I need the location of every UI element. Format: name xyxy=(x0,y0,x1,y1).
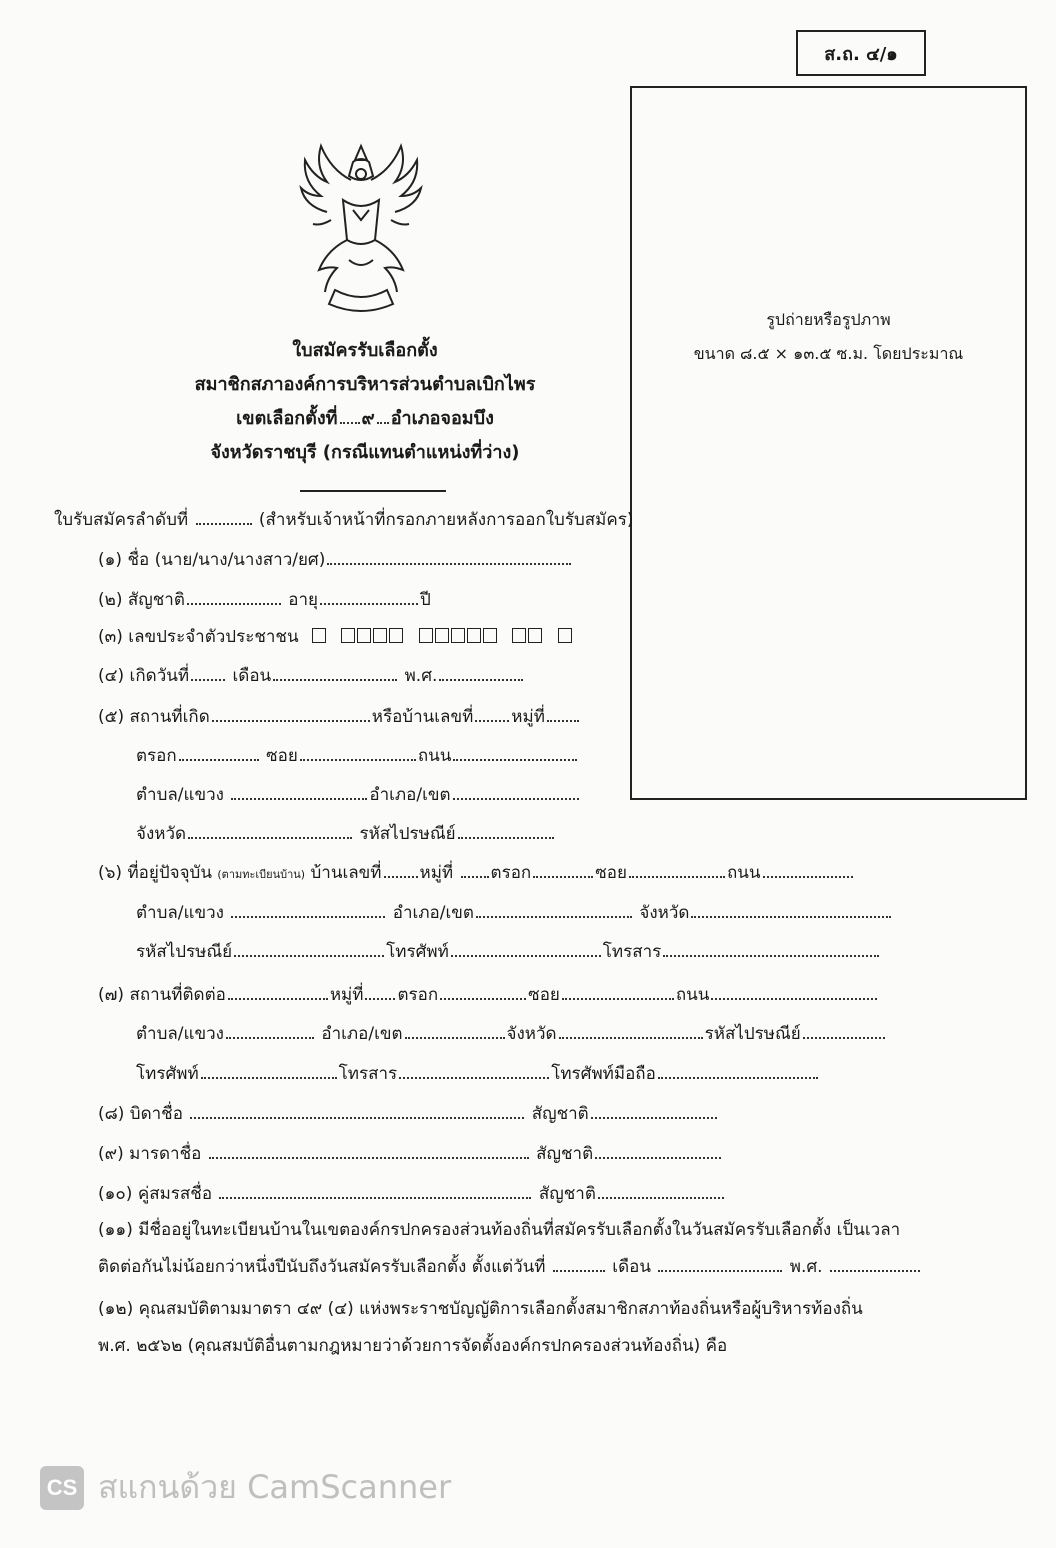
house-no-field[interactable] xyxy=(475,719,509,722)
mother-nationality-label: สัญชาติ xyxy=(536,1144,594,1164)
fax-field[interactable] xyxy=(399,1076,549,1079)
title-district: อำเภอจอมบึง xyxy=(390,408,494,429)
order-field[interactable] xyxy=(196,522,252,525)
mother-name-label: มารดาชื่อ xyxy=(129,1144,202,1164)
tambon-label: ตำบล/แขวง xyxy=(136,1024,224,1044)
field-6-row-3 xyxy=(136,938,881,965)
field-12-row xyxy=(98,1295,863,1322)
qualification-text: คุณสมบัติตามมาตรา ๔๙ (๔) แห่งพระราชบัญญัติการเลือกตั้งสมาชิกสภาท้องถิ่นหรือผู้บริหารท้องถิ่น xyxy=(138,1299,863,1319)
residency-month-label: เดือน xyxy=(612,1257,651,1277)
field-5-row-4 xyxy=(136,820,556,847)
field-number: (๑๐) xyxy=(98,1184,133,1204)
field-3-row xyxy=(98,623,574,650)
camscanner-logo-icon: CS xyxy=(40,1466,84,1510)
name-label: ชื่อ (นาย/นาง/นางสาว/ยศ) xyxy=(127,550,326,570)
title-constituency-number: ๙ xyxy=(361,408,375,429)
birth-year-field[interactable] xyxy=(439,678,523,681)
fax-label: โทรสาร xyxy=(602,942,662,962)
mobile-field[interactable] xyxy=(658,1076,818,1079)
soi-field[interactable] xyxy=(300,758,416,761)
field-number: (๗) xyxy=(98,985,125,1005)
tambon-field[interactable] xyxy=(231,797,367,800)
spouse-name-field[interactable] xyxy=(219,1196,531,1199)
title-line4: จังหวัดราชบุรี (กรณีแทนตำแหน่งที่ว่าง) xyxy=(210,442,520,463)
nationality-field[interactable] xyxy=(187,602,281,605)
watermark-text: สแกนด้วย CamScanner xyxy=(98,1468,452,1506)
postcode-field[interactable] xyxy=(458,836,554,839)
fax-label: โทรสาร xyxy=(338,1064,398,1084)
current-address-note: (ตามทะเบียนบ้าน) xyxy=(217,868,306,881)
postcode-field[interactable] xyxy=(803,1036,885,1039)
id-digit-group-2[interactable] xyxy=(341,627,405,647)
father-nationality-field[interactable] xyxy=(591,1116,717,1119)
moo-field[interactable] xyxy=(461,875,489,878)
field-number: (๔) xyxy=(98,666,125,686)
field-number: (๙) xyxy=(98,1144,124,1164)
amphoe-field[interactable] xyxy=(405,1036,505,1039)
field-number: (๑๒) xyxy=(98,1299,134,1319)
field-6-row-2 xyxy=(136,899,893,926)
photo-placeholder-box xyxy=(630,86,1027,800)
phone-field[interactable] xyxy=(201,1076,337,1079)
mother-nationality-field[interactable] xyxy=(595,1156,721,1159)
field-7-row xyxy=(98,981,879,1008)
trok-field[interactable] xyxy=(440,997,526,1000)
photo-label: รูปถ่ายหรือรูปภาพ xyxy=(766,310,891,329)
father-nationality-label: สัญชาติ xyxy=(531,1104,589,1124)
field-2-row xyxy=(98,586,431,613)
contact-address-field[interactable] xyxy=(228,997,328,1000)
father-name-field[interactable] xyxy=(190,1116,524,1119)
province-field[interactable] xyxy=(559,1036,703,1039)
province-label: จังหวัด xyxy=(639,903,690,923)
soi-field[interactable] xyxy=(562,997,674,1000)
soi-field[interactable] xyxy=(629,875,725,878)
phone-field[interactable] xyxy=(451,954,601,957)
spouse-nationality-field[interactable] xyxy=(598,1196,724,1199)
road-field[interactable] xyxy=(763,875,853,878)
house-no-label: หรือบ้านเลขที่ xyxy=(371,707,474,727)
field-11-row-2 xyxy=(98,1253,922,1280)
id-card-label: เลขประจำตัวประชาชน xyxy=(128,627,299,647)
postcode-label: รหัสไปรษณีย์ xyxy=(704,1024,801,1044)
moo-label: หมู่ที่ xyxy=(329,985,364,1005)
road-field[interactable] xyxy=(711,997,877,1000)
title-line1: ใบสมัครรับเลือกตั้ง xyxy=(292,340,438,361)
id-digit-group-5[interactable] xyxy=(558,627,574,647)
trok-field[interactable] xyxy=(179,758,259,761)
trok-label: ตรอก xyxy=(136,746,177,766)
birth-month-label: เดือน xyxy=(232,666,272,686)
postcode-label: รหัสไปรษณีย์ xyxy=(136,942,233,962)
order-label: ใบรับสมัครลำดับที่ xyxy=(54,510,189,530)
amphoe-label: อำเภอ/เขต xyxy=(369,785,451,805)
field-12-row-2 xyxy=(98,1332,727,1359)
id-digit-group-4[interactable] xyxy=(512,627,544,647)
trok-label: ตรอก xyxy=(490,863,532,883)
field-number: (๓) xyxy=(98,627,123,647)
title-divider xyxy=(300,490,446,492)
road-label: ถนน xyxy=(726,863,761,883)
garuda-emblem-icon xyxy=(295,140,427,320)
year-label: ปี xyxy=(420,590,431,610)
mobile-label: โทรศัพท์มือถือ xyxy=(551,1064,656,1084)
qualification-text-2: พ.ศ. ๒๕๖๒ (คุณสมบัติอื่นตามกฎหมายว่าด้วยการจัดตั้งองค์กรปกครองส่วนท้องถิ่น) คือ xyxy=(98,1336,728,1356)
spouse-nationality-label: สัญชาติ xyxy=(538,1184,596,1204)
phone-label: โทรศัพท์ xyxy=(386,942,449,962)
field-number: (๕) xyxy=(98,707,125,727)
moo-field[interactable] xyxy=(365,997,395,1000)
birthplace-field[interactable] xyxy=(212,719,370,722)
amphoe-field[interactable] xyxy=(476,915,632,918)
field-5-row-3 xyxy=(136,781,581,808)
father-name-label: บิดาชื่อ xyxy=(129,1104,183,1124)
soi-label: ซอย xyxy=(266,746,298,766)
field-number: (๖) xyxy=(98,863,123,883)
birth-year-label: พ.ศ. xyxy=(404,666,438,686)
phone-label: โทรศัพท์ xyxy=(136,1064,199,1084)
age-field[interactable] xyxy=(320,602,418,605)
amphoe-field[interactable] xyxy=(453,797,579,800)
field-4-row xyxy=(98,662,525,689)
spouse-name-label: คู่สมรสชื่อ xyxy=(137,1184,213,1204)
birth-day-field[interactable] xyxy=(191,678,225,681)
house-no-field[interactable] xyxy=(384,875,418,878)
field-6-row xyxy=(98,859,855,886)
road-field[interactable] xyxy=(453,758,577,761)
tambon-field[interactable] xyxy=(226,1036,314,1039)
field-1-row xyxy=(98,546,573,573)
field-7-row-2 xyxy=(136,1020,887,1047)
title-line2: สมาชิกสภาองค์การบริหารส่วนตำบลเบิกไพร xyxy=(194,374,536,395)
postcode-field[interactable] xyxy=(234,954,384,957)
current-address-label: ที่อยู่ปัจจุบัน xyxy=(127,863,212,883)
field-10-row xyxy=(98,1180,726,1207)
house-no-label: บ้านเลขที่ xyxy=(310,863,382,883)
soi-label: ซอย xyxy=(595,863,627,883)
field-number: (๘) xyxy=(98,1104,125,1124)
birth-date-label: เกิดวันที่ xyxy=(129,666,190,686)
tambon-label: ตำบล/แขวง xyxy=(136,785,224,805)
title-constituency-label: เขตเลือกตั้งที่ xyxy=(236,408,338,429)
field-number: (๒) xyxy=(98,590,123,610)
field-number: (๑๑) xyxy=(98,1220,133,1240)
field-11-row xyxy=(98,1216,900,1243)
postcode-label: รหัสไปรษณีย์ xyxy=(359,824,456,844)
tambon-field[interactable] xyxy=(231,915,385,918)
field-5-row-2 xyxy=(136,742,579,769)
amphoe-label: อำเภอ/เขต xyxy=(321,1024,403,1044)
tambon-label: ตำบล/แขวง xyxy=(136,903,224,923)
id-digit-group-1[interactable] xyxy=(312,627,328,647)
field-8-row xyxy=(98,1100,719,1127)
mother-name-field[interactable] xyxy=(209,1156,529,1159)
province-field[interactable] xyxy=(691,915,891,918)
order-row xyxy=(54,506,633,533)
photo-size: ขนาด ๘.๕ × ๑๓.๕ ซ.ม. โดยประมาณ xyxy=(693,344,964,363)
field-5-row xyxy=(98,703,581,730)
form-code: ส.ถ. ๔/๑ xyxy=(824,43,898,65)
form-code-box xyxy=(796,30,926,76)
residency-since-text: ติดต่อกันไม่น้อยกว่าหนึ่งปีนับถึงวันสมัครรับเลือกตั้ง ตั้งแต่วันที่ xyxy=(98,1257,546,1277)
fax-field[interactable] xyxy=(663,954,879,957)
moo-field[interactable] xyxy=(547,719,579,722)
camscanner-watermark xyxy=(40,1462,451,1513)
province-label: จังหวัด xyxy=(506,1024,557,1044)
contact-address-label: สถานที่ติดต่อ xyxy=(129,985,226,1005)
field-number: (๑) xyxy=(98,550,123,570)
residency-text: มีชื่ออยู่ในทะเบียนบ้านในเขตองค์กรปกครองส่วนท้องถิ่นที่สมัครรับเลือกตั้งในวันสมัครรับเลือกตั้ง เป็นเวลา xyxy=(138,1220,901,1240)
province-field[interactable] xyxy=(188,836,352,839)
soi-label: ซอย xyxy=(528,985,560,1005)
moo-label: หมู่ที่ xyxy=(419,863,454,883)
moo-label: หมู่ที่ xyxy=(511,707,545,727)
residency-year-field[interactable] xyxy=(830,1269,920,1272)
nationality-label: สัญชาติ xyxy=(127,590,185,610)
residency-month-field[interactable] xyxy=(658,1269,782,1272)
age-label: อายุ xyxy=(288,590,319,610)
province-label: จังหวัด xyxy=(136,824,187,844)
birthplace-label: สถานที่เกิด xyxy=(129,707,210,727)
birth-month-field[interactable] xyxy=(273,678,397,681)
residency-day-field[interactable] xyxy=(553,1269,605,1272)
road-label: ถนน xyxy=(675,985,710,1005)
name-field[interactable] xyxy=(327,562,571,565)
id-digit-group-3[interactable] xyxy=(419,627,499,647)
residency-year-label: พ.ศ. xyxy=(789,1257,823,1277)
title-line3 xyxy=(150,403,580,432)
field-7-row-3 xyxy=(136,1060,820,1087)
field-9-row xyxy=(98,1140,723,1167)
amphoe-label: อำเภอ/เขต xyxy=(392,903,474,923)
road-label: ถนน xyxy=(417,746,452,766)
trok-field[interactable] xyxy=(533,875,593,878)
order-note: (สำหรับเจ้าหน้าที่กรอกภายหลังการออกใบรับสมัคร) xyxy=(258,510,634,530)
trok-label: ตรอก xyxy=(397,985,439,1005)
